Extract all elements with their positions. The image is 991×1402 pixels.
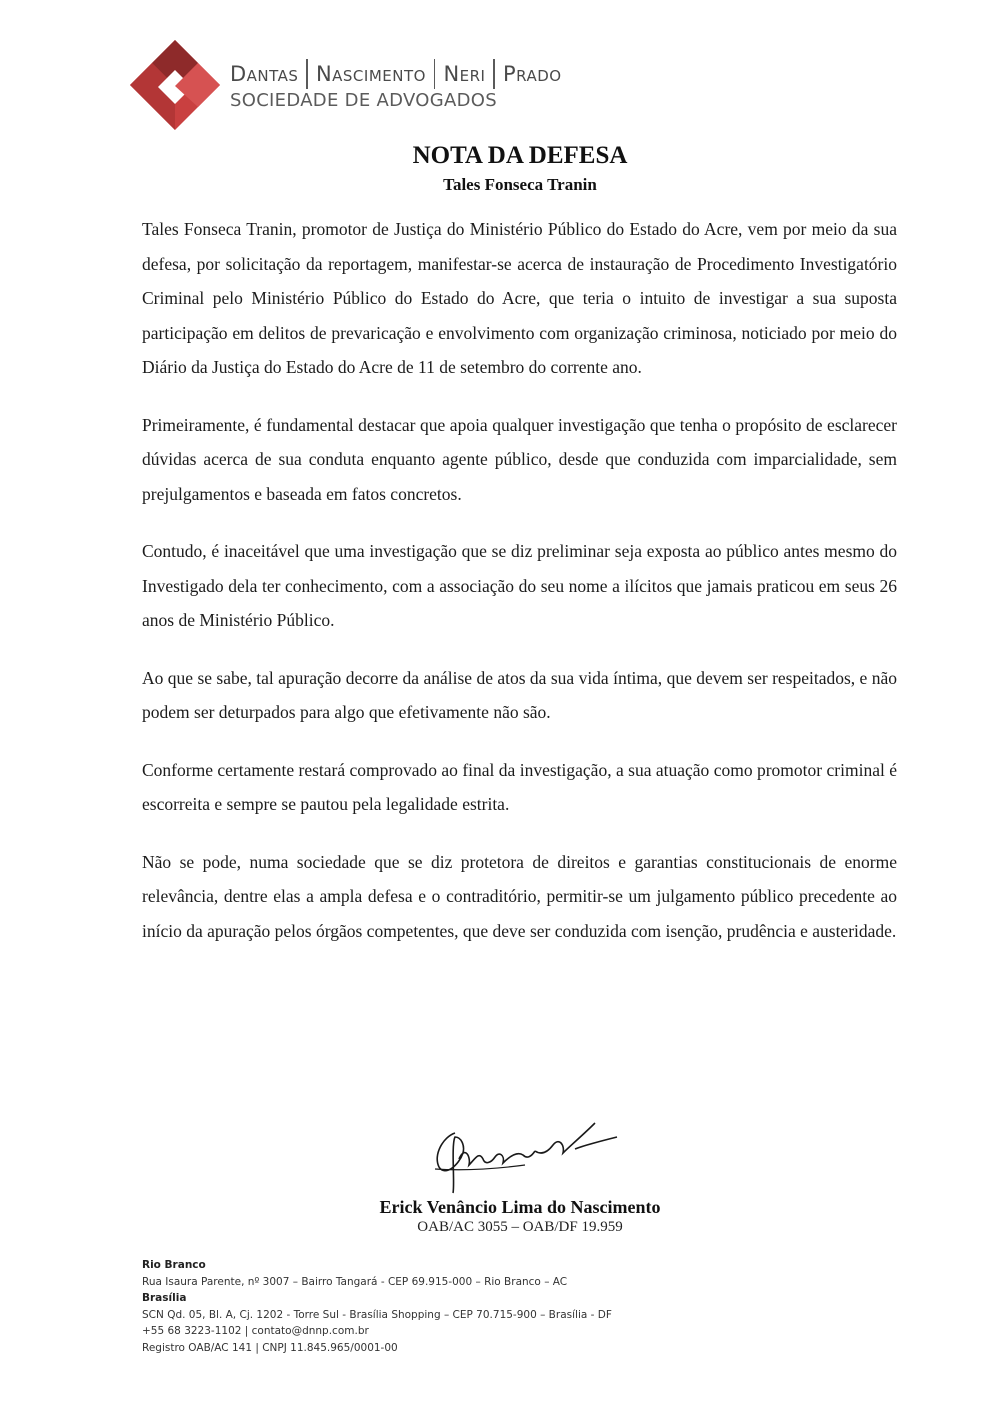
firm-name-1: Dantas [230, 62, 299, 86]
document-title: NOTA DA DEFESA [412, 142, 628, 169]
signer-oab: OAB/AC 3055 – OAB/DF 19.959 [417, 1219, 623, 1235]
document-body [142, 212, 897, 971]
firm-divider [434, 59, 436, 89]
footer [142, 1257, 842, 1356]
firm-names [230, 58, 562, 90]
firm-name-3: Neri [443, 62, 486, 86]
paragraph-6: Não se pode, numa sociedade que se diz protetora de direitos e garantias constitucionais de enorme relevância, dentre elas a ampla defesa e o contraditório, permitir-se um julgamento público precedente ao início da apuração pelos órgãos competentes, que deve ser conduzida com isenção, prudência e austeridade. [142, 851, 897, 941]
footer-city: Brasília [142, 1292, 187, 1304]
handwritten-signature [425, 1115, 625, 1195]
signer-name: Erick Venâncio Lima do Nascimento [379, 1197, 661, 1217]
firm-subtitle: SOCIEDADE DE ADVOGADOS [230, 90, 497, 111]
footer-address: Rua Isaura Parente, nº 3007 – Bairro Tangará - CEP 69.915-000 – Rio Branco – AC [142, 1275, 568, 1288]
footer-city: Rio Branco [142, 1259, 206, 1271]
paragraph-5: Conforme certamente restará comprovado ao final da investigação, a sua atuação como promotor criminal é escorreita e sempre se pautou pela legalidade estrita. [142, 759, 897, 814]
footer-contact: +55 68 3223-1102 | contato@dnnp.com.br [142, 1325, 369, 1337]
footer-registry: Registro OAB/AC 141 | CNPJ 11.845.965/0001-00 [142, 1341, 398, 1354]
firm-name-2: Nascimento [315, 62, 426, 86]
paragraph-3: Contudo, é inaceitável que uma investigação que se diz preliminar seja exposta ao público antes mesmo do Investigado dela ter conhecimento, com a associação do seu nome a ilícitos que jamais praticou em seus 26 anos de Ministério Público. [142, 541, 897, 630]
footer-address: SCN Qd. 05, Bl. A, Cj. 1202 - Torre Sul - Brasília Shopping – CEP 70.715-900 – Brasília - DF [142, 1308, 612, 1321]
paragraph-4: Ao que se sabe, tal apuração decorre da análise de atos da sua vida íntima, que devem ser respeitados, e não podem ser deturpados para algo que efetivamente não são. [142, 667, 897, 722]
paragraph-2: Primeiramente, é fundamental destacar que apoia qualquer investigação que tenha o propósito de esclarecer dúvidas acerca de sua conduta enquanto agente público, desde que conduzida com imparcialidade, sem prejulgamentos e baseada em fatos concretos. [142, 414, 897, 504]
document-subtitle: Tales Fonseca Tranin [443, 175, 597, 194]
firm-logo-icon [130, 40, 220, 130]
paragraph-1: Tales Fonseca Tranin, promotor de Justiça do Ministério Público do Estado do Acre, vem por meio da sua defesa, por solicitação da reportagem, manifestar-se acerca de instauração de Procedimento Investigatório Criminal pelo Ministério Público do Estado do Acre, que teria o intuito de investigar a sua suposta participação em delitos de prevaricação e envolvimento com organização criminosa, noticiado por meio do Diário da Justiça do Estado do Acre de 11 de setembro do corrente ano. [142, 219, 897, 377]
firm-divider [493, 59, 495, 89]
firm-name-4: Prado [502, 62, 562, 86]
firm-divider [306, 59, 308, 89]
